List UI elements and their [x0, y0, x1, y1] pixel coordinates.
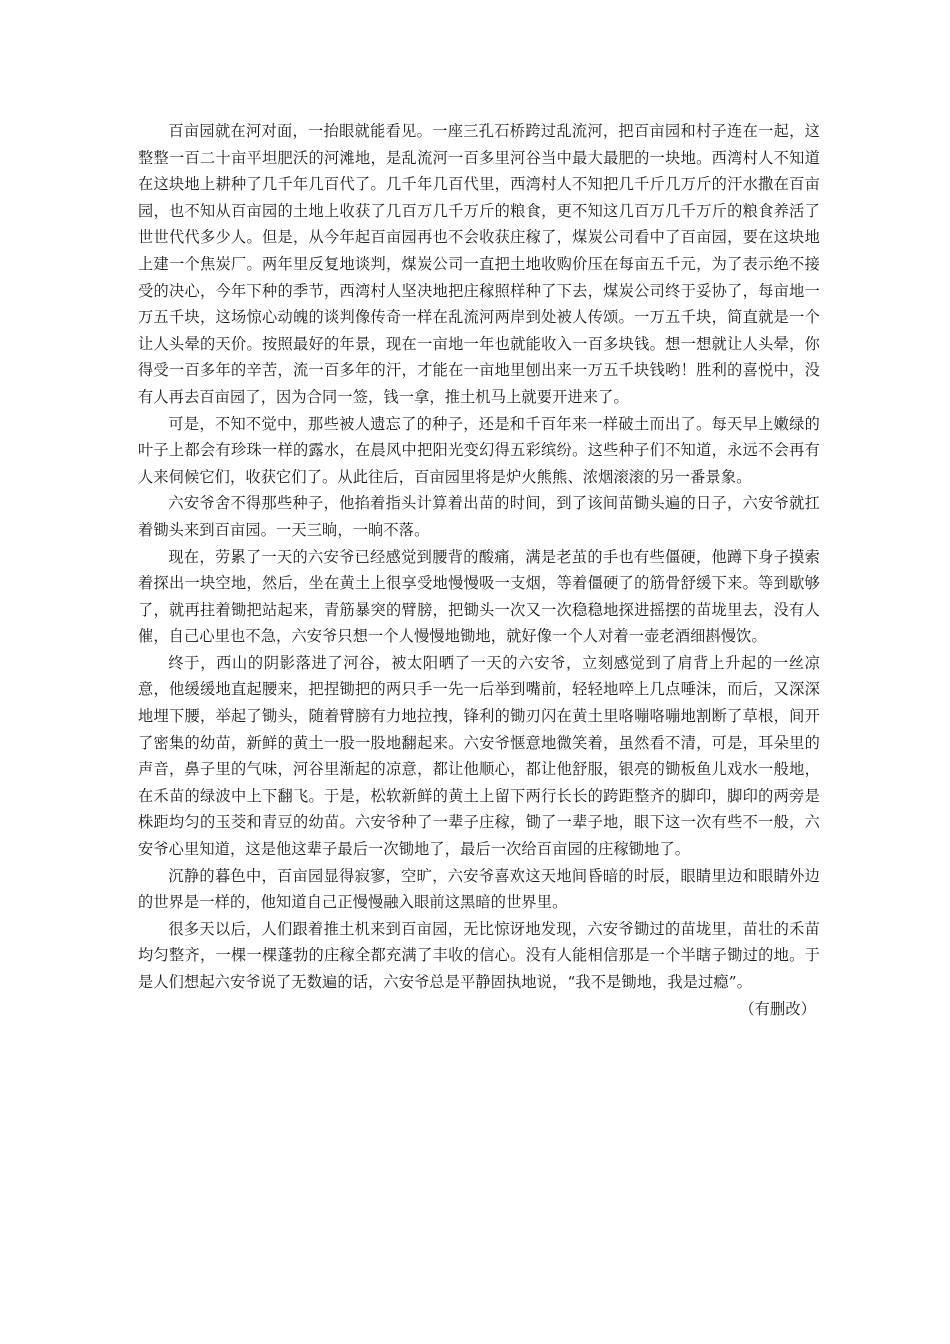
article-body: [138, 118, 820, 1022]
paragraph-1: 百亩园就在河对面，一抬眼就能看见。一座三孔石桥跨过乱流河，把百亩园和村子连在一起，这整整一百二十亩平坦肥沃的河滩地，是乱流河一百多里河谷当中最大最肥的一块地。西湾村人不知道在这块地上耕种了几千年几百代了。几千年几百代里，西湾村人不知把几千斤几万斤的汗水撒在百亩园，也不知从百亩园的土地上收获了几百万几千万斤的粮食，更不知这几百万几千万斤的粮食养活了世世代代多少人。但是，从今年起百亩园再也不会收获庄稼了，煤炭公司看中了百亩园，要在这块地上建一个焦炭厂。两年里反复地谈判，煤炭公司一直把土地收购价压在每亩五千元，为了表示绝不接受的决心，今年下种的季节，西湾村人坚决地把庄稼照样种了下去，煤炭公司终于妥协了，每亩地一万五千块，这场惊心动魄的谈判像传奇一样在乱流河两岸到处被人传颂。一万五千块，简直就是一个让人头晕的天价。按照最好的年景，现在一亩地一年也就能收入一百多块钱。想一想就让人头晕，你得受一百多年的辛苦，流一百多年的汗，才能在一亩地里刨出来一万五千块钱哟！胜利的喜悦中，没有人再去百亩园了，因为合同一签，钱一拿，推土机马上就要开进来了。: [138, 122, 820, 406]
paragraph-2: 可是，不知不觉中，那些被人遗忘了的种子，还是和千百年来一样破土而出了。每天早上嫩绿的叶子上都会有珍珠一样的露水，在晨风中把阳光变幻得五彩缤纷。这些种子们不知道，永远不会再有人来伺候它们，收获它们了。从此往后，百亩园里将是炉火熊熊、浓烟滚滚的另一番景象。: [138, 414, 820, 486]
paragraph-3: 六安爷舍不得那些种子，他掐着指头计算着出苗的时间，到了该间苗锄头遍的日子，六安爷就扛着锄头来到百亩园。一天三晌，一晌不落。: [138, 494, 820, 539]
abridged-note: （有删改）: [739, 999, 816, 1018]
paragraph-4: 现在，劳累了一天的六安爷已经感觉到腰背的酸痛，满是老茧的手也有些僵硬，他蹲下身子摸索着探出一块空地，然后，坐在黄土上很享受地慢慢吸一支烟，等着僵硬了的筋骨舒缓下来。等到歇够了，就再拄着锄把站起来，青筋暴突的臂膀，把锄头一次又一次稳稳地探进摇摆的苗垅里去，没有人催，自己心里也不急，六安爷只想一个人慢慢地锄地，就好像一个人对着一壶老酒细斟慢饮。: [138, 547, 820, 646]
paragraph-5: 终于，西山的阴影落进了河谷，被太阳晒了一天的六安爷，立刻感觉到了肩背上升起的一丝凉意，他缓缓地直起腰来，把捏锄把的两只手一先一后举到嘴前，轻轻地啐上几点唾沫，而后，又深深地埋下腰，举起了锄头，随着臂膀有力地拉拽，锋利的锄刃闪在黄土里咯嘣咯嘣地割断了草根，间开了密集的幼苗，新鲜的黄土一股一股地翻起来。六安爷惬意地微笑着，虽然看不清，可是，耳朵里的声音，鼻子里的气味，河谷里渐起的凉意，都让他顺心，都让他舒服，银亮的锄板鱼儿戏水一般地，在禾苗的绿波中上下翻飞。于是，松软新鲜的黄土上留下两行长长的跨距整齐的脚印，脚印的两旁是株距均匀的玉茭和青豆的幼苗。六安爷种了一辈子庄稼，锄了一辈子地，眼下这一次有些不一般，六安爷心里知道，这是他这辈子最后一次锄地了，最后一次给百亩园的庄稼锄地了。: [138, 653, 820, 859]
paragraph-6: 沉静的暮色中，百亩园显得寂寥，空旷，六安爷喜欢这天地间昏暗的时辰，眼睛里边和眼睛外边的世界是一样的，他知道自己正慢慢融入眼前这黑暗的世界里。: [138, 866, 820, 912]
paragraph-7: 很多天以后，人们跟着推土机来到百亩园，无比惊讶地发现，六安爷锄过的苗垅里，苗壮的禾苗均匀整齐，一棵一棵蓬勃的庄稼全都充满了丰收的信心。没有人能相信那是一个半瞎子锄过的地。于是人们想起六安爷说了无数遍的话，六安爷总是平静固执地说，“我不是锄地，我是过瘾”。: [138, 919, 820, 991]
